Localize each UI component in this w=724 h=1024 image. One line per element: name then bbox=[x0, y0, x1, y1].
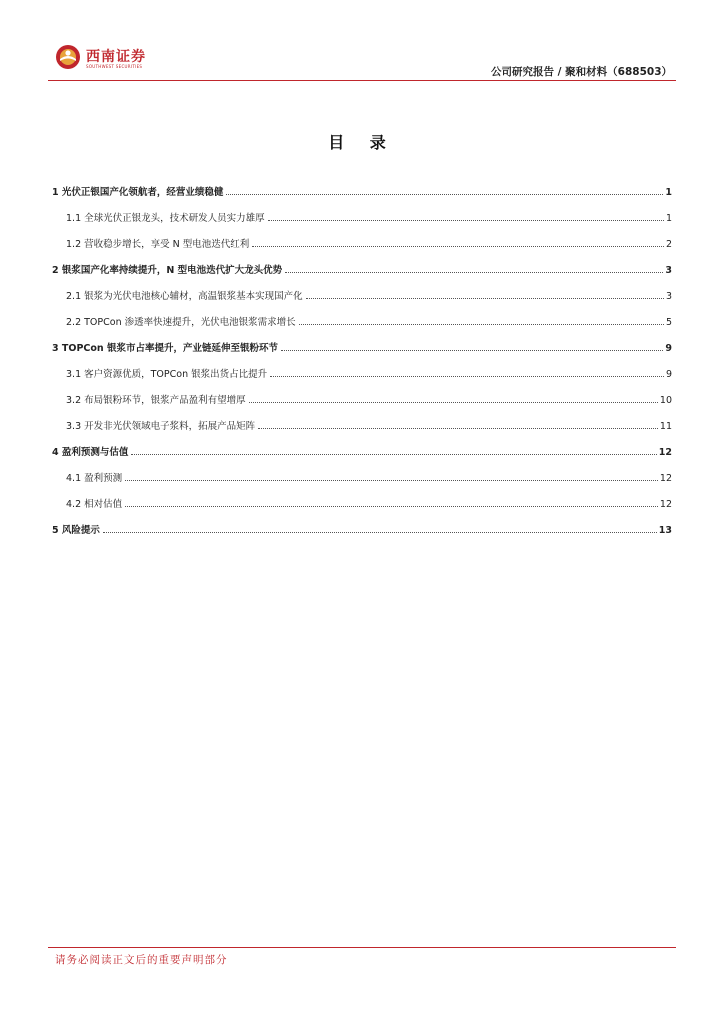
toc-entry-label: 3.3 开发非光伏领域电子浆料，拓展产品矩阵 bbox=[66, 421, 256, 432]
toc-leader-dots bbox=[268, 220, 664, 221]
toc-leader-dots bbox=[285, 272, 663, 273]
logo-text: 西南证券 bbox=[86, 49, 146, 65]
toc-entry-label: 4.2 相对估值 bbox=[66, 499, 123, 510]
toc-leader-dots bbox=[252, 246, 664, 247]
toc-entry[interactable] bbox=[52, 432, 672, 458]
toc-leader-dots bbox=[299, 324, 664, 325]
toc-entry[interactable] bbox=[52, 458, 672, 484]
toc-leader-dots bbox=[131, 454, 656, 455]
toc-entry-label: 3 TOPCon 银浆市占率提升，产业链延伸至银粉环节 bbox=[52, 343, 279, 354]
toc-entry[interactable] bbox=[52, 406, 672, 432]
toc-entry-label: 4.1 盈利预测 bbox=[66, 473, 123, 484]
toc-entry-page: 3 bbox=[665, 291, 672, 302]
toc-entry-page: 12 bbox=[659, 499, 672, 510]
toc-entry-label: 3.2 布局银粉环节，银浆产品盈利有望增厚 bbox=[66, 395, 246, 406]
toc-entry-page: 11 bbox=[659, 421, 672, 432]
toc-entry-page: 12 bbox=[659, 473, 672, 484]
toc-entry-label: 1.1 全球光伏正银龙头，技术研发人员实力雄厚 bbox=[66, 213, 265, 224]
footer-notice: 请务必阅读正文后的重要声明部分 bbox=[55, 954, 228, 966]
toc-leader-dots bbox=[249, 402, 658, 403]
footer-divider bbox=[48, 947, 676, 948]
toc-leader-dots bbox=[103, 532, 657, 533]
toc-leader-dots bbox=[258, 428, 658, 429]
toc-entry-page: 3 bbox=[665, 265, 672, 276]
toc-leader-dots bbox=[226, 194, 663, 195]
toc-entry-page: 9 bbox=[665, 343, 672, 354]
toc-entry[interactable] bbox=[52, 484, 672, 510]
toc-entry-page: 10 bbox=[659, 395, 672, 406]
table-of-contents bbox=[52, 172, 672, 536]
toc-entry[interactable] bbox=[52, 510, 672, 536]
toc-leader-dots bbox=[125, 506, 658, 507]
toc-entry-page: 12 bbox=[658, 447, 672, 458]
toc-entry[interactable] bbox=[52, 302, 672, 328]
toc-entry-page: 13 bbox=[658, 525, 672, 536]
toc-entry-label: 1.2 营收稳步增长，享受 N 型电池迭代红利 bbox=[66, 239, 250, 250]
toc-entry[interactable] bbox=[52, 354, 672, 380]
toc-entry[interactable] bbox=[52, 328, 672, 354]
toc-entry-label: 2.2 TOPCon 渗透率快速提升，光伏电池银浆需求增长 bbox=[66, 317, 296, 328]
toc-entry[interactable] bbox=[52, 172, 672, 198]
toc-entry-page: 2 bbox=[665, 239, 672, 250]
toc-entry[interactable] bbox=[52, 380, 672, 406]
toc-leader-dots bbox=[281, 350, 663, 351]
toc-entry-page: 1 bbox=[665, 213, 672, 224]
toc-entry-label: 2.1 银浆为光伏电池核心辅材，高温银浆基本实现国产化 bbox=[66, 291, 303, 302]
logo-mark-icon bbox=[55, 44, 81, 70]
toc-entry-label: 3.1 客户资源优质，TOPCon 银浆出货占比提升 bbox=[66, 369, 268, 380]
toc-leader-dots bbox=[306, 298, 664, 299]
toc-entry[interactable] bbox=[52, 276, 672, 302]
toc-entry[interactable] bbox=[52, 250, 672, 276]
toc-title: 目 录 bbox=[328, 133, 396, 152]
toc-entry-page: 1 bbox=[665, 187, 672, 198]
toc-entry-page: 9 bbox=[665, 369, 672, 380]
company-logo bbox=[55, 44, 155, 74]
toc-entry[interactable] bbox=[52, 224, 672, 250]
report-title: 公司研究报告 / 聚和材料（688503） bbox=[491, 66, 672, 78]
toc-entry-label: 5 风险提示 bbox=[52, 525, 100, 536]
toc-entry-label: 4 盈利预测与估值 bbox=[52, 447, 129, 458]
logo-subtext: SOUTHWEST SECURITIES bbox=[86, 64, 143, 69]
header-divider bbox=[48, 80, 676, 81]
toc-entry-label: 2 银浆国产化率持续提升，N 型电池迭代扩大龙头优势 bbox=[52, 265, 283, 276]
toc-entry[interactable] bbox=[52, 198, 672, 224]
toc-entry-page: 5 bbox=[665, 317, 672, 328]
toc-leader-dots bbox=[125, 480, 658, 481]
toc-entry-label: 1 光伏正银国产化领航者，经营业绩稳健 bbox=[52, 187, 224, 198]
toc-leader-dots bbox=[270, 376, 664, 377]
